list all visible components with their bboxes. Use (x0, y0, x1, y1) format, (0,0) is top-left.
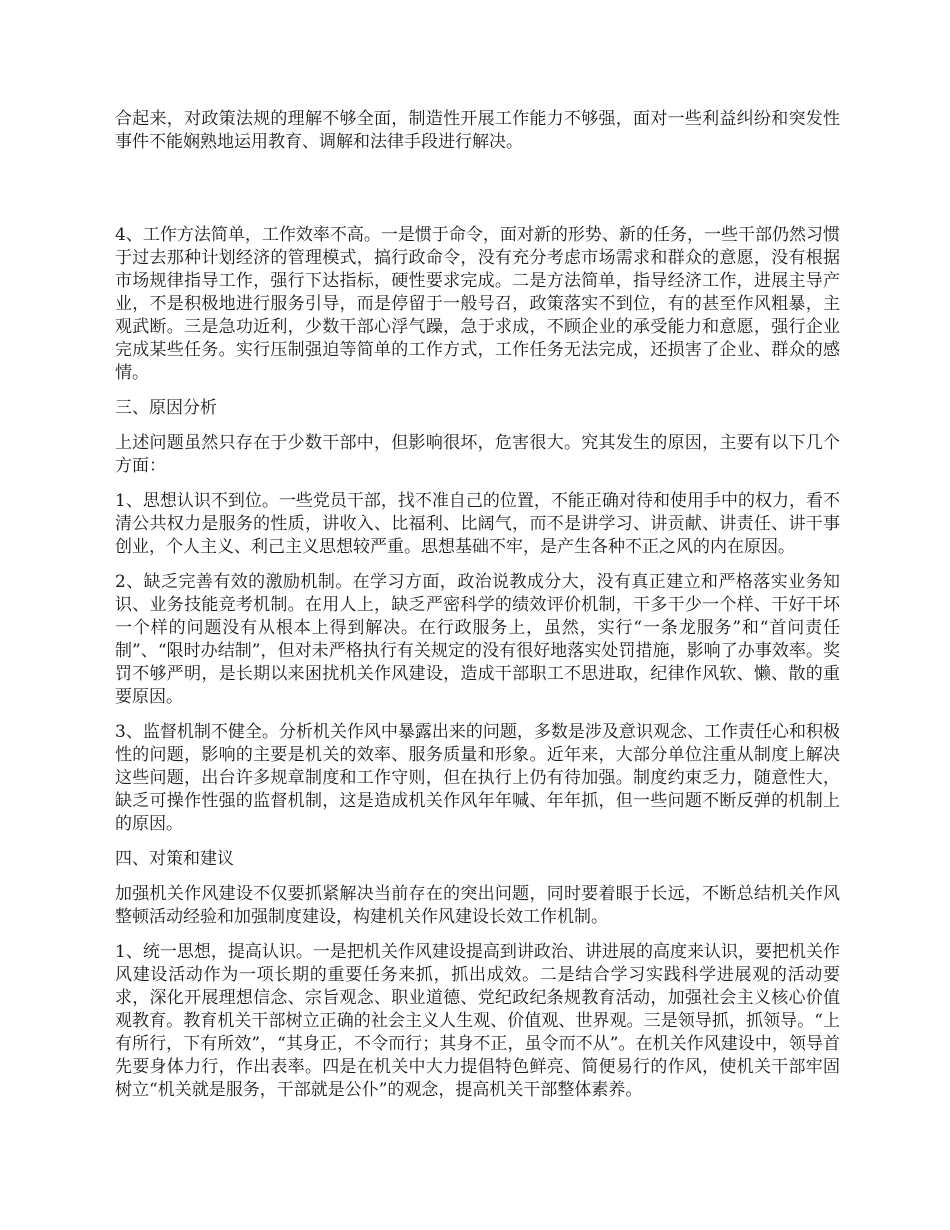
paragraph-continuation: 合起来，对政策法规的理解不够全面，制造性开展工作能力不够强，面对一些利益纠纷和突发性事件不能娴熟地运用教育、调解和法律手段进行解决。 (115, 109, 840, 152)
paragraph-cause-1: 1、思想认识不到位。一些党员干部，找不准自己的位置，不能正确对待和使用手中的权力，看不清公共权力是服务的性质，讲收入、比福利、比阔气，而不是讲学习、讲贡献、讲责任、讲干事创业，个人主义、利己主义思想较严重。思想基础不牢，是产生各种不正之风的内在原因。 (115, 491, 840, 557)
paragraph-countermeasure-1: 1、统一思想，提高认识。一是把机关作风建设提高到讲政治、讲进展的高度来认识，要把机关作风建设活动作为一项长期的重要任务来抓，抓出成效。二是结合学习实践科学进展观的活动要求，深化开展理想信念、宗旨观念、职业道德、党纪政纪条规教育活动，加强社会主义核心价值观教育。教育机关干部树立正确的社会主义人生观、价值观、世界观。三是领导抓，抓领导。“上有所行，下有所效”，“其身正，不令而行；其身不正，虽令而不从”。在机关作风建设中，领导首先要身体力行，作出表率。四是在机关中大力提倡特色鲜亮、简便易行的作风，使机关干部牢固树立“机关就是服务，干部就是公仆”的观念，提高机关干部整体素养。 (115, 942, 840, 1100)
paragraph-cause-intro: 上述问题虽然只存在于少数干部中，但影响很坏，危害很大。究其发生的原因，主要有以下几个方面： (115, 433, 840, 476)
paragraph-countermeasures-intro: 加强机关作风建设不仅要抓紧解决当前存在的突出问题，同时要着眼于长远，不断总结机关作风整顿活动经验和加强制度建设，构建机关作风建设长效工作机制。 (115, 884, 840, 927)
paragraph-cause-3: 3、监督机制不健全。分析机关作风中暴露出来的问题，多数是涉及意识观念、工作责任心和积极性的问题，影响的主要是机关的效率、服务质量和形象。近年来，大部分单位注重从制度上解决这些问题，出台许多规章制度和工作守则，但在执行上仍有待加强。制度约束乏力，随意性大，缺乏可操作性强的监督机制，这是造成机关作风年年喊、年年抓，但一些问题不断反弹的机制上的原因。 (115, 722, 840, 834)
section-heading-countermeasures: 四、对策和建议 (115, 849, 234, 869)
section-heading-cause-analysis: 三、原因分析 (115, 398, 217, 418)
paragraph-cause-2: 2、缺乏完善有效的激励机制。在学习方面，政治说教成分大，没有真正建立和严格落实业务知识、业务技能竞考机制。在用人上，缺乏严密科学的绩效评价机制，干多干少一个样、干好干坏一个样的问题没有从根本上得到解决。在行政服务上，虽然，实行“一条龙服务”和“首问责任制”、“限时办结制”，但对未严格执行有关规定的没有很好地落实处罚措施，影响了办事效率。奖罚不够严明，是长期以来困扰机关作风建设，造成干部职工不思进取，纪律作风软、懒、散的重要原因。 (115, 572, 840, 707)
paragraph-work-method: 4、工作方法简单，工作效率不高。一是惯于命令，面对新的形势、新的任务，一些干部仍然习惯于过去那种计划经济的管理模式，搞行政命令，没有充分考虑市场需求和群众的意愿，没有根据市场规律指导工作，强行下达指标，硬性要求完成。二是方法简单，指导经济工作，进展主导产业，不是积极地进行服务引导，而是停留于一般号召，政策落实不到位，有的甚至作风粗暴，主观武断。三是急功近利，少数干部心浮气躁，急于求成，不顾企业的承受能力和意愿，强行企业完成某些任务。实行压制强迫等简单的工作方式，工作任务无法完成，还损害了企业、群众的感情。 (115, 225, 840, 383)
document-body (115, 108, 840, 1114)
